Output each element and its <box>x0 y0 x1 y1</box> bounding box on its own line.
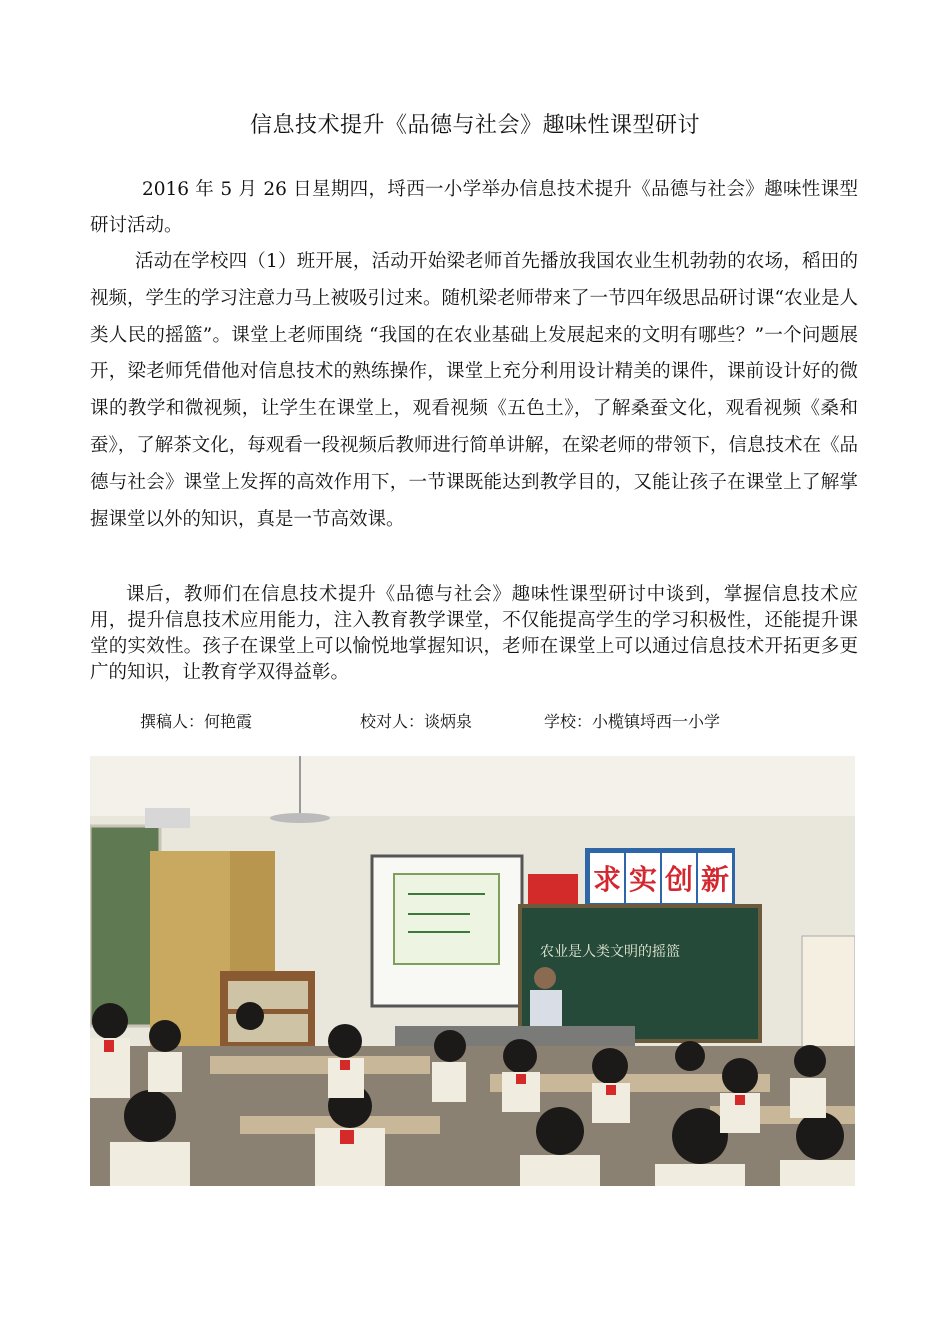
slogan-char: 求 <box>592 863 622 896</box>
wall-slogan <box>585 848 735 910</box>
classroom-photo <box>90 756 855 1186</box>
page-title: 信息技术提升《品德与社会》趣味性课型研讨 <box>249 113 700 138</box>
paragraph-intro: 2016 年 5 月 26 日星期四，埒西一小学举办信息技术提升《品德与社会》趣味性课型研讨活动。 <box>90 179 858 236</box>
slogan-char: 创 <box>664 863 694 896</box>
slogan-char: 新 <box>700 863 730 896</box>
paragraph-activity: 活动在学校四（1）班开展，活动开始梁老师首先播放我国农业生机勃勃的农场，稻田的视频，学生的学习注意力马上被吸引过来。随机梁老师带来了一节四年级思品研讨课“农业是人类人民的摇篮”。课堂上老师围绕 “我国的在农业基础上发展起来的文明有哪些？”一个问题展开，梁老师凭借他对信息技术的熟练操作，课堂上充分利用设计精美的课件，课前设计好的微课的教学和微视频，让学生在课堂上，观看视频《五色土》，了解桑蚕文化，观看视频《桑和蚕》，了解茶文化，每观看一段视频后教师进行简单讲解，在梁老师的带领下，信息技术在《品德与社会》课堂上发挥的高效作用下，一节课既能达到教学目的，又能让孩子在课堂上了解掌握课堂以外的知识，真是一节高效课。 <box>90 251 858 530</box>
slogan-char: 实 <box>628 863 658 896</box>
blackboard-text: 农业是人类文明的摇篮 <box>540 944 680 960</box>
credit-school: 学校：小榄镇埒西一小学 <box>544 712 721 731</box>
credit-proofreader: 校对人：谈炳泉 <box>360 712 473 731</box>
credits-line <box>140 709 720 732</box>
paragraph-reflection: 课后，教师们在信息技术提升《品德与社会》趣味性课型研讨中谈到，掌握信息技术应用，提升信息技术应用能力，注入教育教学课堂，不仅能提高学生的学习积极性，还能提升课堂的实效性。孩子在课堂上可以愉悦地掌握知识，老师在课堂上可以通过信息技术开拓更多更广的知识，让教育学双得益彰。 <box>90 584 858 683</box>
credit-writer: 撰稿人：何艳霞 <box>140 712 253 731</box>
